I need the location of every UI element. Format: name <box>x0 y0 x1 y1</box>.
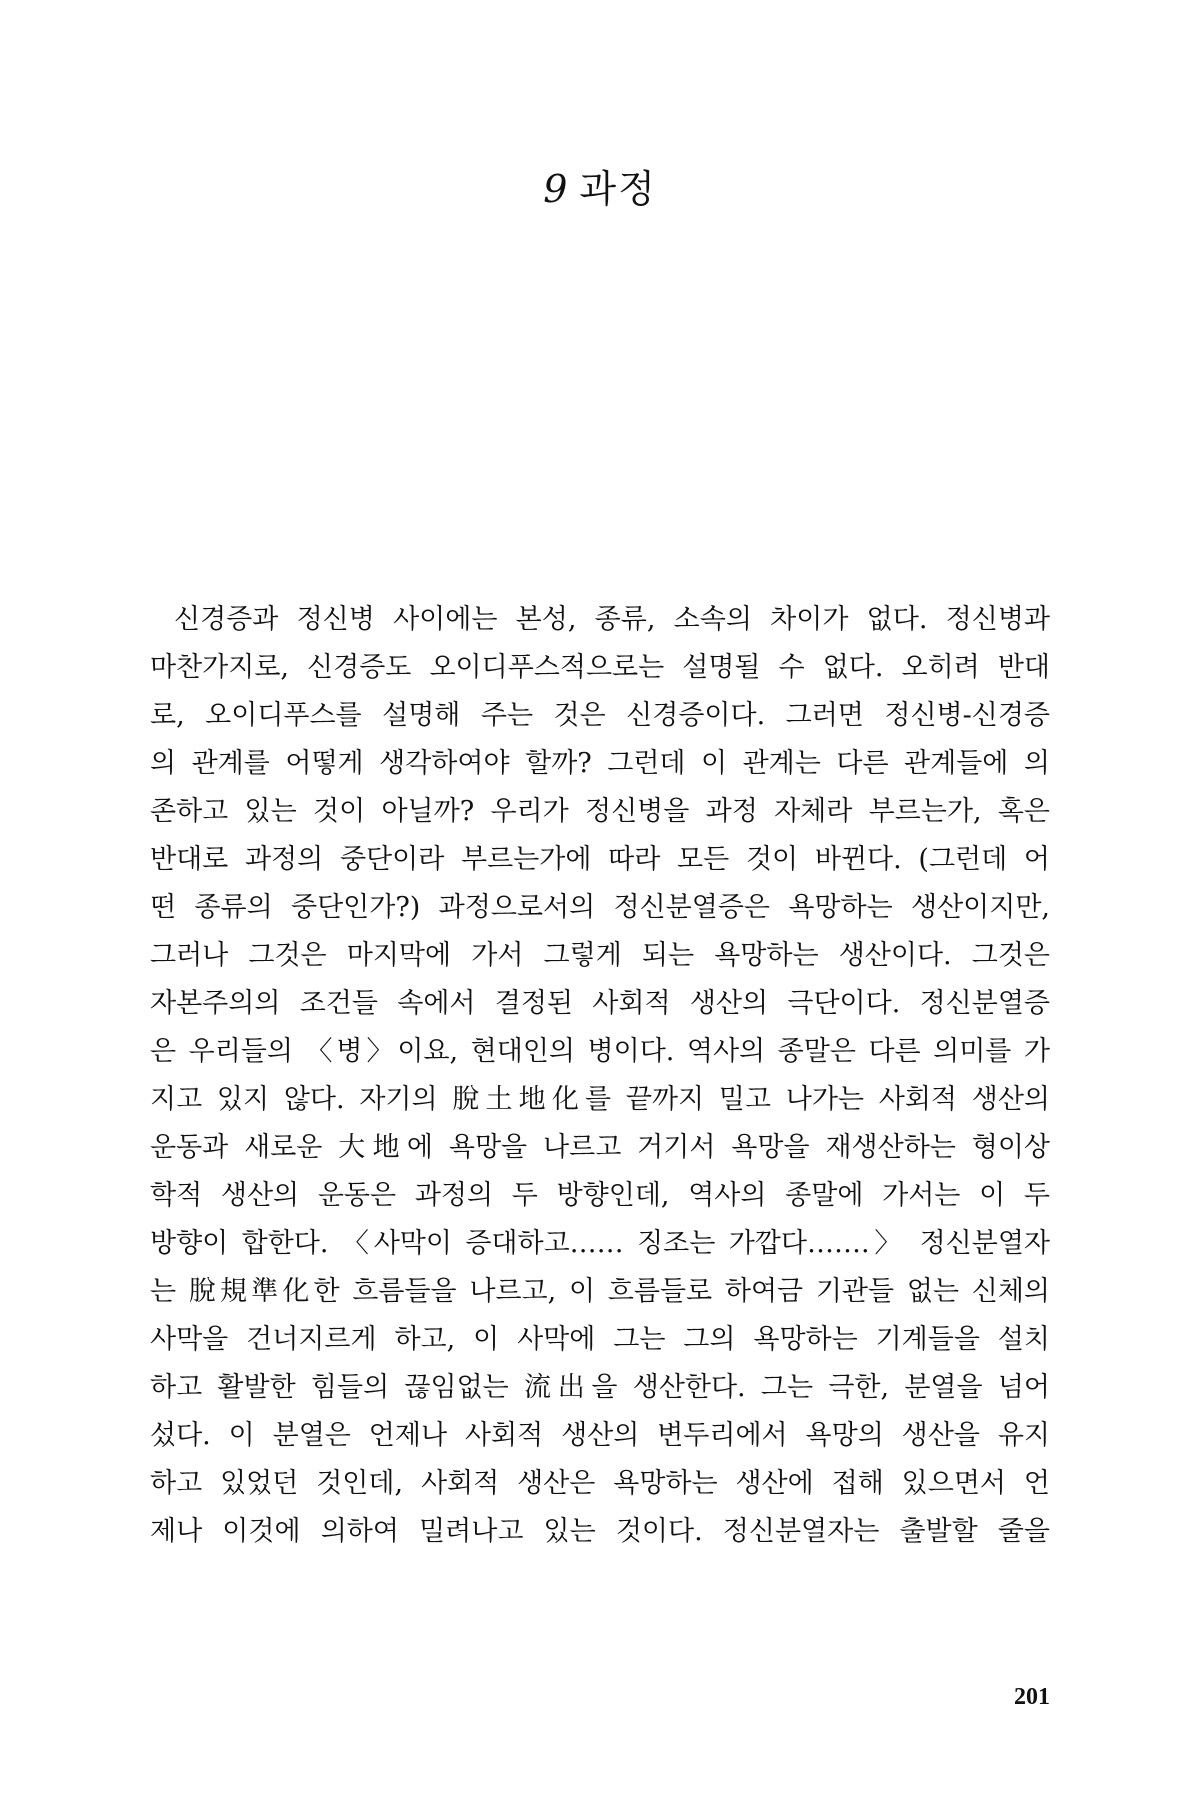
text-line: 자본주의의 조건들 속에서 결정된 사회적 생산의 극단이다. 정신분열증 <box>150 988 1050 1019</box>
text-line: 로, 오이디푸스를 설명해 주는 것은 신경증이다. 그러면 정신병-신경증 <box>150 700 1050 731</box>
body-paragraph <box>150 596 1050 1556</box>
text-line: 은 우리들의 〈병〉이요, 현대인의 병이다. 역사의 종말은 다른 의미를 가 <box>150 1036 1050 1067</box>
text-line: 마찬가지로, 신경증도 오이디푸스적으로는 설명될 수 없다. 오히려 반대 <box>150 652 1050 683</box>
chapter-title-text: 과정 <box>579 167 657 211</box>
text-line: 의 관계를 어떻게 생각하여야 할까? 그런데 이 관계는 다른 관계들에 의 <box>150 748 1050 779</box>
page-number: 201 <box>1014 1684 1050 1710</box>
text-line: 하고 있었던 것인데, 사회적 생산은 욕망하는 생산에 접해 있으면서 언 <box>150 1468 1050 1499</box>
chapter-number: 9 <box>543 167 570 211</box>
text-line: 운동과 새로운 大地에 욕망을 나르고 거기서 욕망을 재생산하는 형이상 <box>150 1132 1050 1163</box>
text-line: 떤 종류의 중단인가?) 과정으로서의 정신분열증은 욕망하는 생산이지만, <box>150 892 1050 923</box>
text-line: 방향이 합한다. 〈사막이 증대하고…… 징조는 가깝다…….〉 정신분열자 <box>150 1228 1050 1259</box>
text-line: 섰다. 이 분열은 언제나 사회적 생산의 변두리에서 욕망의 생산을 유지 <box>150 1420 1050 1451</box>
text-line: 반대로 과정의 중단이라 부르는가에 따라 모든 것이 바뀐다. (그런데 어 <box>150 844 1050 875</box>
text-line: 신경증과 정신병 사이에는 본성, 종류, 소속의 차이가 없다. 정신병과 <box>174 604 1050 635</box>
text-line: 하고 활발한 힘들의 끊임없는 流出을 생산한다. 그는 극한, 분열을 넘어 <box>150 1372 1050 1403</box>
text-line: 그러나 그것은 마지막에 가서 그렇게 되는 욕망하는 생산이다. 그것은 <box>150 940 1050 971</box>
text-line: 사막을 건너지르게 하고, 이 사막에 그는 그의 욕망하는 기계들을 설치 <box>150 1324 1050 1355</box>
text-line: 존하고 있는 것이 아닐까? 우리가 정신병을 과정 자체라 부르는가, 혹은 <box>150 796 1050 827</box>
text-line: 제나 이것에 의하여 밀려나고 있는 것이다. 정신분열자는 출발할 줄을 <box>150 1516 1050 1547</box>
text-line: 지고 있지 않다. 자기의 脫土地化를 끝까지 밀고 나가는 사회적 생산의 <box>150 1084 1050 1115</box>
text-line: 는 脫規準化한 흐름들을 나르고, 이 흐름들로 하여금 기관들 없는 신체의 <box>150 1276 1050 1307</box>
text-line: 학적 생산의 운동은 과정의 두 방향인데, 역사의 종말에 가서는 이 두 <box>150 1180 1050 1211</box>
chapter-title <box>0 158 1200 213</box>
